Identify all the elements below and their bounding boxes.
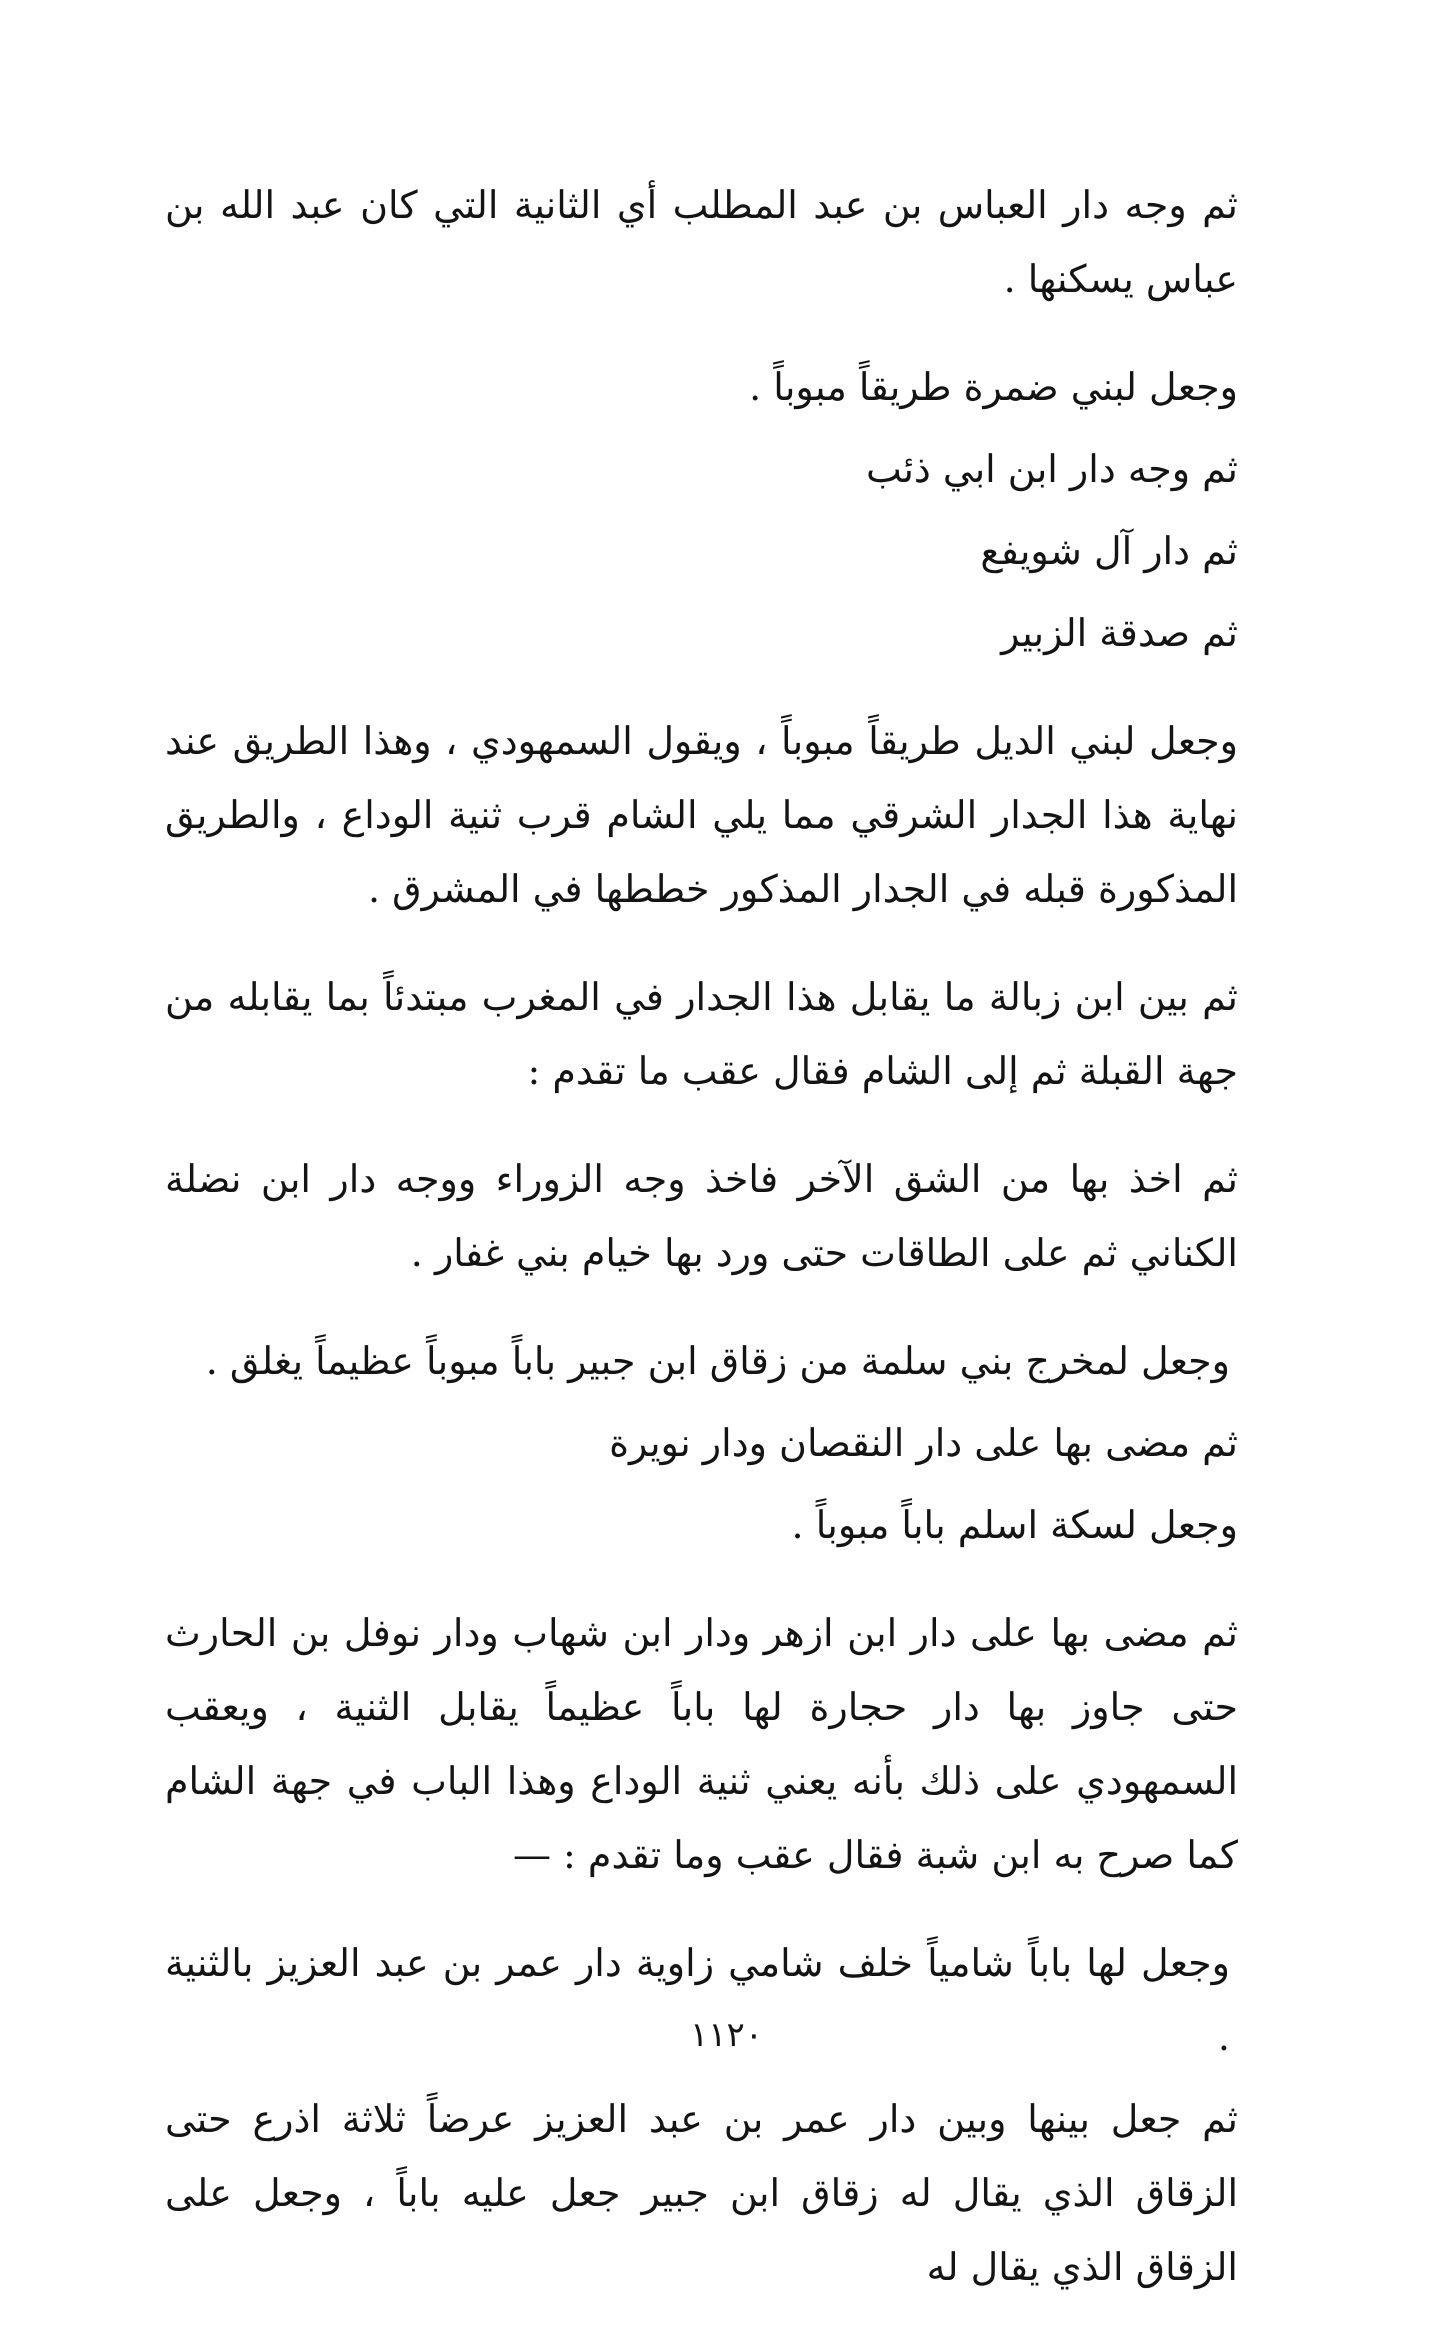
paragraph: وجعل لمخرج بني سلمة من زقاق ابن جبير باباً مبوباً عظيماً يغلق . xyxy=(205,1339,1230,1383)
paragraph: وجعل لسكة اسلم باباً مبوباً . xyxy=(791,1503,1238,1547)
paragraph: ثم بين ابن زبالة ما يقابل هذا الجدار في المغرب مبتدئاً بما يقابله من جهة القبلة ثم إلى الشام فقال عقب ما تقدم : xyxy=(165,975,1238,1093)
paragraph: ثم وجه دار ابن ابي ذئب xyxy=(866,447,1238,491)
paragraph: ثم اخذ بها من الشق الآخر فاخذ وجه الزوراء ووجه دار ابن نضلة الكناني ثم على الطاقات حتى ورد بها خيام بني غفار . xyxy=(165,1157,1238,1275)
paragraph: وجعل لها باباً شامياً خلف شامي زاوية دار عمر بن عبد العزيز بالثنية . xyxy=(165,1941,1230,2059)
paragraph: وجعل لبني الديل طريقاً مبوباً ، ويقول السمهودي ، وهذا الطريق عند نهاية هذا الجدار الشرقي مما يلي الشام قرب ثنية الوداع ، والطريق المذكورة قبله في الجدار المذكور خططها في المشرق . xyxy=(165,719,1238,911)
paragraph: وجعل لبني ضمرة طريقاً مبوباً . xyxy=(749,365,1238,409)
paragraph: ثم جعل بينها وبين دار عمر بن عبد العزيز عرضاً ثلاثة اذرع حتى الزقاق الذي يقال له زقاق ابن جبير جعل عليه باباً ، وجعل على الزقاق الذي يقال له xyxy=(165,2097,1238,2289)
paragraph: ثم مضى بها على دار النقصان ودار نويرة xyxy=(609,1421,1238,1465)
paragraph: ثم دار آل شويفع xyxy=(980,529,1238,573)
page-number: ١١٢٠ xyxy=(689,2015,764,2055)
paragraph: ثم مضى بها على دار ابن ازهر ودار ابن شهاب ودار نوفل بن الحارث حتى جاوز بها دار حجارة لها باباً عظيماً يقابل الثنية ، ويعقب السمهودي على ذلك بأنه يعني ثنية الوداع وهذا الباب في جهة الشام كما صرح به ابن شبة فقال عقب وما تقدم : — xyxy=(165,1611,1238,1877)
paragraph: ثم صدقة الزبير xyxy=(1001,611,1238,655)
paragraph: ثم وجه دار العباس بن عبد المطلب أي الثانية التي كان عبد الله بن عباس يسكنها . xyxy=(165,183,1238,301)
page-body xyxy=(165,168,1238,2338)
